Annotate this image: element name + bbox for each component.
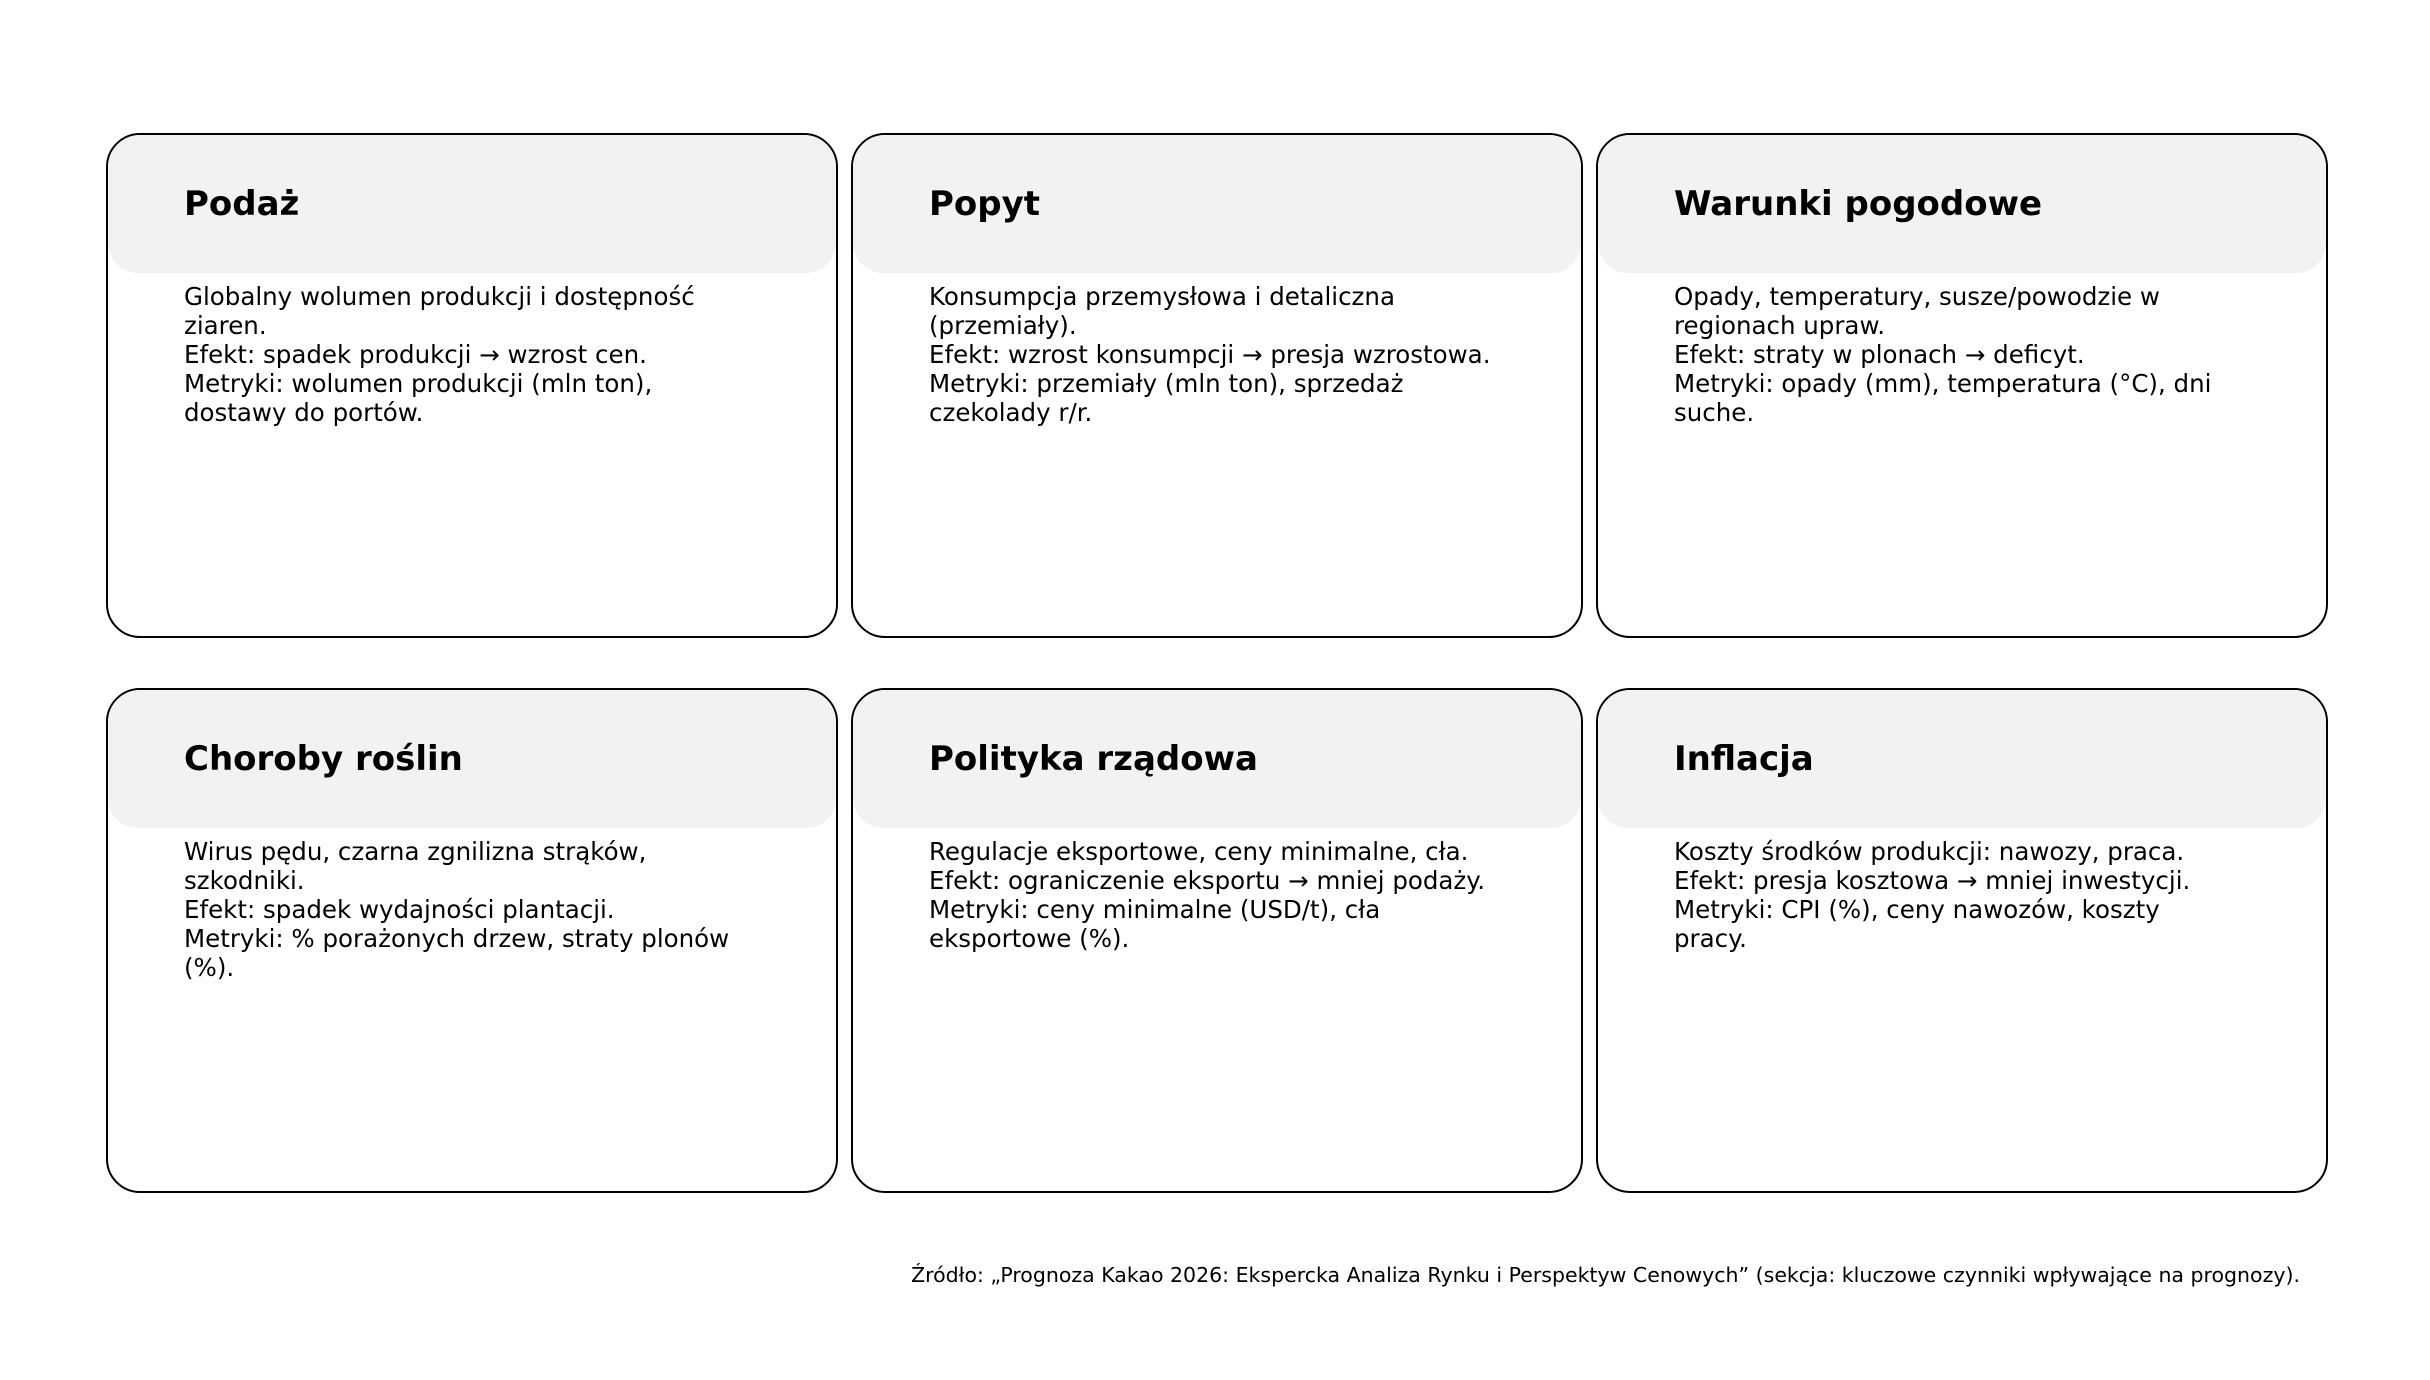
card-text-line: szkodniki. [184, 866, 305, 895]
card-text-line: (przemiały). [929, 311, 1077, 340]
card-text-line: eksportowe (%). [929, 924, 1130, 953]
card-text-line: Metryki: CPI (%), ceny nawozów, koszty [1674, 895, 2160, 924]
card-text-line: Efekt: spadek produkcji → wzrost cen. [184, 340, 647, 369]
card-title: Choroby roślin [184, 739, 463, 779]
card-description [1674, 282, 2274, 427]
card-text-line: Konsumpcja przemysłowa i detaliczna [929, 282, 1395, 311]
card-text-line: Regulacje eksportowe, ceny minimalne, cła. [929, 837, 1469, 866]
card-text-line: Opady, temperatury, susze/powodzie w [1674, 282, 2160, 311]
card-title: Podaż [184, 184, 300, 224]
card-description [184, 837, 784, 982]
card-text-line: regionach upraw. [1674, 311, 1886, 340]
card-text-line: suche. [1674, 398, 1755, 427]
card-title: Polityka rządowa [929, 739, 1258, 779]
card-text-line: ziaren. [184, 311, 267, 340]
card-description [1674, 837, 2274, 953]
factor-card-warunki-pogodowe [1596, 133, 2328, 638]
card-text-line: czekolady r/r. [929, 398, 1093, 427]
factor-card-podaz [106, 133, 838, 638]
factor-card-choroby-roslin [106, 688, 838, 1193]
factor-card-inflacja [1596, 688, 2328, 1193]
source-note: Źródło: „Prognoza Kakao 2026: Ekspercka Analiza Rynku i Perspektyw Cenowych” (sekcja: kluczowe czynniki wpływające na prognozy). [911, 1263, 2300, 1287]
card-text-line: Metryki: % porażonych drzew, straty plonów [184, 924, 730, 953]
card-text-line: Metryki: wolumen produkcji (mln ton), [184, 369, 653, 398]
card-text-line: Globalny wolumen produkcji i dostępność [184, 282, 695, 311]
card-title: Warunki pogodowe [1674, 184, 2043, 224]
card-title: Popyt [929, 184, 1041, 224]
factor-card-polityka-rzadowa [851, 688, 1583, 1193]
card-description [929, 282, 1529, 427]
card-text-line: Koszty środków produkcji: nawozy, praca. [1674, 837, 2185, 866]
card-description [929, 837, 1529, 953]
card-description [184, 282, 784, 427]
card-text-line: Wirus pędu, czarna zgnilizna strąków, [184, 837, 647, 866]
card-text-line: (%). [184, 953, 235, 982]
card-text-line: Efekt: ograniczenie eksportu → mniej podaży. [929, 866, 1486, 895]
card-title: Inflacja [1674, 739, 1814, 779]
card-text-line: pracy. [1674, 924, 1747, 953]
card-text-line: Efekt: presja kosztowa → mniej inwestycji. [1674, 866, 2191, 895]
card-text-line: dostawy do portów. [184, 398, 424, 427]
card-text-line: Metryki: ceny minimalne (USD/t), cła [929, 895, 1381, 924]
card-text-line: Metryki: przemiały (mln ton), sprzedaż [929, 369, 1404, 398]
card-text-line: Efekt: wzrost konsumpcji → presja wzrostowa. [929, 340, 1491, 369]
card-text-line: Efekt: spadek wydajności plantacji. [184, 895, 615, 924]
card-text-line: Efekt: straty w plonach → deficyt. [1674, 340, 2085, 369]
card-text-line: Metryki: opady (mm), temperatura (°C), dni [1674, 369, 2212, 398]
factor-card-popyt [851, 133, 1583, 638]
